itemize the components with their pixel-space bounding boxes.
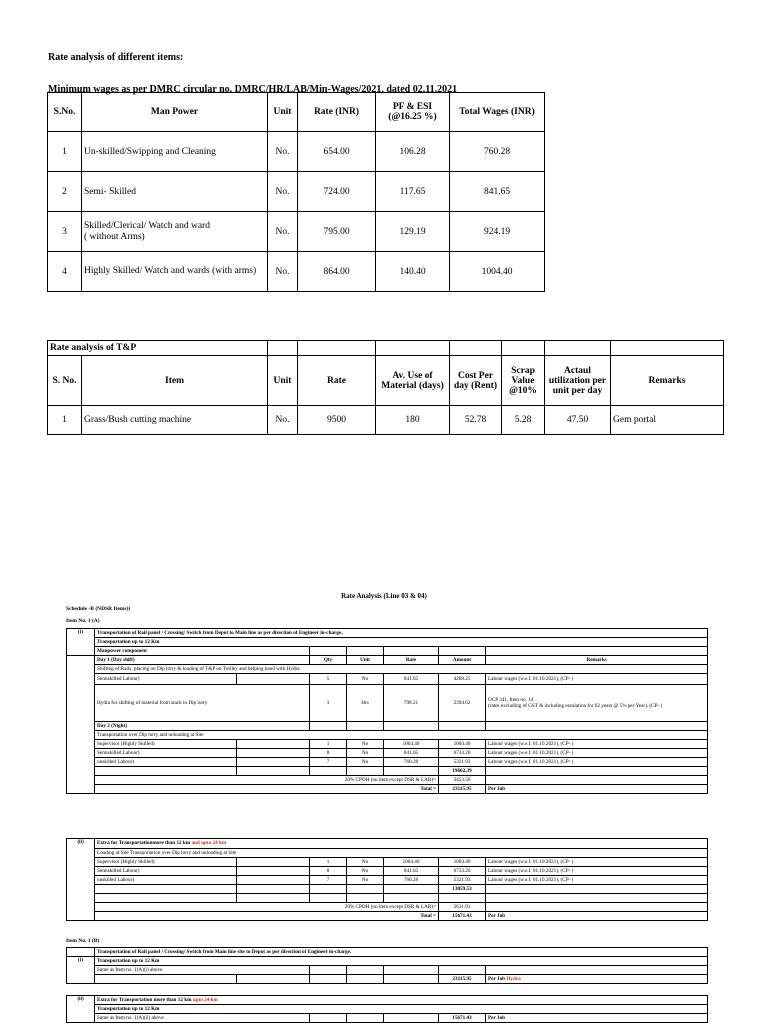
col-total-wages: Total Wages (INR) (450, 93, 545, 132)
cell-unit: No (347, 674, 384, 685)
cell-amount: 6733.20 (439, 749, 486, 758)
cell-remarks: Labour wages (w.e.f. 01.10.2021), (CP- ) (486, 867, 708, 876)
item-number: (i) (67, 629, 95, 656)
cell-manpower: Semi- Skilled (82, 172, 268, 212)
cell-name: unskilled Labour) (95, 876, 237, 885)
cell-use: 180 (376, 406, 450, 435)
col-manpower: Man Power (82, 93, 268, 132)
item-1a-ii-table (66, 838, 708, 921)
table-row (67, 740, 708, 749)
cell-sno: 4 (48, 252, 82, 292)
cell-total: 1004.40 (450, 252, 545, 292)
subtotal: 13059.53 (439, 885, 486, 894)
cell-cost: 52.78 (450, 406, 502, 435)
cell-scrap: 5.28 (502, 406, 545, 435)
cell-pf: 106.28 (376, 132, 450, 172)
table-row (67, 858, 708, 867)
col-av-use: Av. Use of Material (days) (376, 356, 450, 406)
col-rate: Rate (298, 356, 376, 406)
cell-qty: 3 (310, 685, 347, 722)
hydra-note: Hydra (506, 975, 521, 982)
cell-unit: No. (268, 212, 298, 252)
table-row (67, 876, 708, 885)
cell-remarks: Labour wages (w.e.f. 01.10.2021), (CP- ) (486, 858, 708, 867)
cell-unit: No. (268, 172, 298, 212)
cell-name: Semiskilled Labour) (95, 749, 237, 758)
col-sno: S. No. (48, 356, 82, 406)
tp-table (47, 340, 724, 435)
item-description: Loading at Site Transportation over Dip lorry and unloading at Site (95, 849, 708, 858)
cell-name: unskilled Labour) (95, 758, 237, 767)
cell-rate: 654.00 (298, 132, 376, 172)
wages-table (47, 92, 545, 292)
item-title-highlight: and upto 24 km (191, 840, 227, 846)
col-rate: Rate (INR) (298, 93, 376, 132)
manpower-label: Manpower component (95, 647, 310, 656)
table-row (48, 132, 545, 172)
cell-sno: 1 (48, 406, 82, 435)
cell-manpower: Un-skilled/Swipping and Cleaning (82, 132, 268, 172)
per-job: Per Job (486, 912, 708, 921)
total-label: Total = (95, 785, 439, 794)
cell-rate: 864.00 (298, 252, 376, 292)
cell-unit: No. (268, 252, 298, 292)
rate-analysis-title: Rate Analysis (Line 03 & 04) (341, 592, 427, 600)
wages-heading: Minimum wages as per DMRC circular no. DMRC/HR/LAB/Min-Wages/2021, dated 02.11.2021 (48, 84, 458, 95)
table-row (48, 172, 545, 212)
col-utilization: Actaul utilization per unit per day (545, 356, 611, 406)
table-row (48, 212, 545, 252)
cell-rate: 724.00 (298, 172, 376, 212)
cell-manpower: Highly Skilled/ Watch and wards (with arms) (82, 252, 268, 292)
total-amount: 23115.95 (439, 975, 486, 984)
col-item: Item (82, 356, 268, 406)
cell-amount: 5321.93 (439, 758, 486, 767)
cell-sno: 2 (48, 172, 82, 212)
cell-amount: 5321.93 (439, 876, 486, 885)
cell-pf: 140.40 (376, 252, 450, 292)
cell-unit: No (347, 858, 384, 867)
col-remarks: Remarks (611, 356, 724, 406)
item-title: Transportation of Rail panel / Crossing/ Switch from Depot to Main line as per direction of Engineer in-charge. (95, 629, 708, 638)
col-pf-esi: PF & ESI (@16.25 %) (376, 93, 450, 132)
col-unit: Unit (268, 356, 298, 406)
table-row (67, 867, 708, 876)
subtotal: 19662.39 (439, 767, 486, 776)
item-1a-label: Item No. 1 (A) (66, 618, 100, 624)
cpoh-amount: 3453.56 (439, 776, 486, 785)
col-sno: S.No. (48, 93, 82, 132)
table-row (67, 749, 708, 758)
day1-label: Day 1 (Day shift) (95, 656, 310, 665)
total-amount: 15671.43 (439, 1014, 486, 1023)
cell-total: 841.65 (450, 172, 545, 212)
cpoh-label: 20% CPOH (on item except DSR & LAR)= (95, 776, 439, 785)
cell-unit: No (347, 758, 384, 767)
schedule-label: Schedule -B (NDSR Items)) (66, 606, 131, 612)
cell-rate: 1004.40 (384, 858, 439, 867)
item-subtitle: Transportation up to 12 Km (95, 1005, 708, 1014)
cell-unit: No (347, 749, 384, 758)
cell-unit: No (347, 740, 384, 749)
cell-unit: No (347, 876, 384, 885)
cell-name: Supervisor (Highly Skilled) (95, 740, 237, 749)
cell-unit: No. (268, 132, 298, 172)
cell-rate: 841.65 (384, 749, 439, 758)
day1-description: Shifting of Rails, placing on Dip lorry & loading of T&P on Trolley and helping hand with Hydra (95, 665, 708, 674)
col-remarks: Remarks (486, 656, 708, 665)
item-title: Extra for Transportation more than 12 km (97, 996, 193, 1003)
col-cost-per-day: Cost Per day (Rent) (450, 356, 502, 406)
total-amount: 15671.43 (439, 912, 486, 921)
cell-amount: 6733.20 (439, 867, 486, 876)
table-row (48, 406, 724, 435)
cell-remarks: Labour wages (w.e.f. 01.10.2021), (CP- ) (486, 876, 708, 885)
item-title: Transportation of Rail panel / Crossing/ Switch from Main line site to Depot as per direction of Engineer in-charge. (95, 948, 708, 957)
cell-qty: 7 (310, 876, 347, 885)
cell-name: Semiskilled Labour) (95, 674, 237, 685)
cell-util: 47.50 (545, 406, 611, 435)
table-row (67, 758, 708, 767)
cell-remarks: Labour wages (w.e.f. 01.10.2021), (CP- ) (486, 758, 708, 767)
cell-sno: 3 (48, 212, 82, 252)
cell-rate: 9500 (298, 406, 376, 435)
cell-rate: 760.28 (384, 876, 439, 885)
cell-qty: 5 (310, 674, 347, 685)
col-amount: Amount (439, 656, 486, 665)
cell-remarks: OCP 341, Item no. 14 (rates excluding of GST & including escalation for 02 years @ 5% per Year), (CP- ) (486, 685, 708, 722)
cell-amount: 1004.40 (439, 740, 486, 749)
item-number: (ii) (67, 996, 95, 1023)
cpoh-label: 20% CPOH (on item except DSR & LAR)= (95, 903, 439, 912)
item-1b-label: Item No. 1 (B) (66, 938, 100, 944)
cell-qty: 8 (310, 749, 347, 758)
cell-amount: 1004.40 (439, 858, 486, 867)
cell-item: Grass/Bush cutting machine (82, 406, 268, 435)
total-amount: 23115.95 (439, 785, 486, 794)
cell-unit: No. (268, 406, 298, 435)
tp-caption: Rate analysis of T&P (48, 341, 82, 356)
cell-name: Semiskilled Labour) (95, 867, 237, 876)
cell-pf: 129.19 (376, 212, 450, 252)
per-job: Per Job (486, 785, 708, 794)
item-subtitle: Transportation up to 12 Km (95, 957, 708, 966)
cell-rate: 1004.40 (384, 740, 439, 749)
cell-rate: 841.65 (384, 674, 439, 685)
cpoh-amount: 2611.91 (439, 903, 486, 912)
same-as-note: Same as Item no. 1(A)(ii) above (95, 1014, 310, 1023)
cell-name: Hydra for shifting of material from stack to Dip lorry (95, 685, 310, 722)
cell-rate: 795.00 (298, 212, 376, 252)
cell-qty: 1 (310, 740, 347, 749)
col-rate: Rate (384, 656, 439, 665)
item-title-highlight: upto 24 km (192, 996, 218, 1003)
same-as-note: Same as Item no. 1(A)(i) above (95, 966, 310, 975)
cell-remarks: Labour wages (w.e.f. 01.10.2021), (CP- ) (486, 749, 708, 758)
cell-total: 924.19 (450, 212, 545, 252)
total-label: Total = (95, 912, 439, 921)
cell-name: Supervisor (Highly Skilled) (95, 858, 237, 867)
cell-unit: Hrs (347, 685, 384, 722)
cell-qty: 7 (310, 758, 347, 767)
cell-total: 760.28 (450, 132, 545, 172)
table-row (67, 674, 708, 685)
item-title: Extra for Transportationmore than 12 km (97, 840, 192, 846)
col-scrap: Scrap Value @10% (502, 356, 545, 406)
cell-rate: 798.21 (384, 685, 439, 722)
cell-amount: 2394.62 (439, 685, 486, 722)
cell-remarks: Gem portal (611, 406, 724, 435)
item-subtitle: Transportation up to 12 Km (95, 638, 708, 647)
day2-description: Transportation over Dip lorry and unloading at Site (95, 731, 708, 740)
table-row (67, 685, 708, 722)
cell-remarks: Labour wages (w.e.f. 01.10.2021), (CP- ) (486, 674, 708, 685)
cell-unit: No (347, 867, 384, 876)
table-row (48, 252, 545, 292)
cell-manpower: Skilled/Clerical/ Watch and ward ( without Arms) (82, 212, 268, 252)
col-unit: Unit (347, 656, 384, 665)
item-1a-i-table (66, 628, 708, 794)
col-unit: Unit (268, 93, 298, 132)
per-job: Per Job (486, 1014, 708, 1023)
col-qty: Qty (310, 656, 347, 665)
cell-qty: 1 (310, 858, 347, 867)
cell-rate: 760.28 (384, 758, 439, 767)
cell-qty: 8 (310, 867, 347, 876)
page-title: Rate analysis of different items: (48, 52, 184, 63)
day2-label: Day 2 (Night) (95, 722, 310, 731)
item-number: (i) (67, 957, 95, 984)
cell-remarks: Labour wages (w.e.f. 01.10.2021), (CP- ) (486, 740, 708, 749)
item-1b-table (66, 947, 708, 1023)
cell-pf: 117.65 (376, 172, 450, 212)
item-number: (ii) (67, 839, 95, 921)
cell-sno: 1 (48, 132, 82, 172)
cell-rate: 841.65 (384, 867, 439, 876)
cell-amount: 4208.25 (439, 674, 486, 685)
per-job: Per Job (488, 975, 506, 982)
